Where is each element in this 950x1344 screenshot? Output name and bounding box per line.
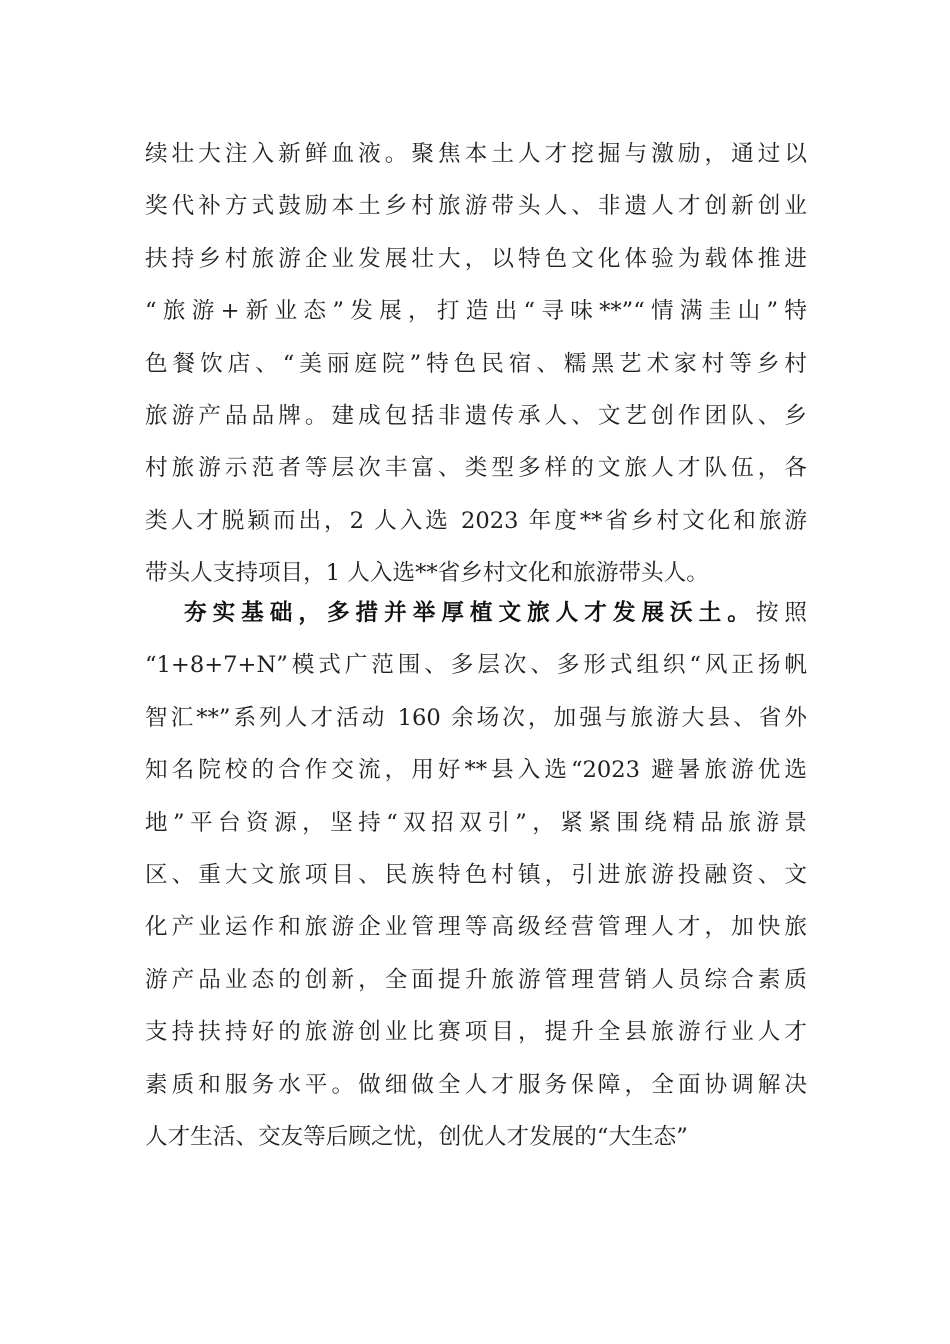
paragraph-foundation xyxy=(145,587,807,1163)
text-line: “旅游+新业态”发展，打造出“寻味**”“情满圭山”特 xyxy=(145,298,807,325)
text-line: 素质和服务水平。做细做全人才服务保障，全面协调解决 xyxy=(145,1071,807,1098)
paragraph-talent-cultivation xyxy=(145,128,807,600)
text-line: 化产业运作和旅游企业管理等高级经营管理人才，加快旅 xyxy=(145,914,807,941)
text-line: 色餐饮店、“美丽庭院”特色民宿、糯黑艺术家村等乡村 xyxy=(145,350,807,377)
text-line: 类人才脱颖而出，2 人入选 2023 年度**省乡村文化和旅游 xyxy=(145,507,807,534)
text-line: 扶持乡村旅游企业发展壮大，以特色文化体验为载体推进 xyxy=(145,245,807,272)
text-line: 村旅游示范者等层次丰富、类型多样的文旅人才队伍，各 xyxy=(145,455,807,482)
text-line: “1+8+7+N”模式广范围、多层次、多形式组织“风正扬帆 xyxy=(145,652,807,679)
paragraph-heading: 夯实基础，多措并举厚植文旅人才发展沃土。 xyxy=(184,600,756,626)
text-line: 地”平台资源，坚持“双招双引”，紧紧围绕精品旅游景 xyxy=(145,809,807,836)
text-line: 支持扶持好的旅游创业比赛项目，提升全县旅游行业人才 xyxy=(145,1019,807,1046)
text-line: 智汇**”系列人才活动 160 余场次，加强与旅游大县、省外 xyxy=(145,704,807,731)
text-line: 旅游产品品牌。建成包括非遗传承人、文艺创作团队、乡 xyxy=(145,402,807,429)
heading-continuation: 按照 xyxy=(755,600,808,626)
text-line: 带头人支持项目，1 人入选**省乡村文化和旅游带头人。 xyxy=(145,560,709,587)
text-line: 奖代补方式鼓励本土乡村旅游带头人、非遗人才创新创业 xyxy=(145,193,807,220)
text-line: 续壮大注入新鲜血液。聚焦本土人才挖掘与激励，通过以 xyxy=(145,141,807,167)
text-line: 人才生活、交友等后顾之忧，创优人才发展的“大生态” xyxy=(145,1123,688,1150)
text-line-first xyxy=(145,587,807,639)
text-line: 区、重大文旅项目、民族特色村镇，引进旅游投融资、文 xyxy=(145,861,807,888)
text-line: 知名院校的合作交流，用好**县入选“2023 避暑旅游优选 xyxy=(145,757,807,784)
text-line: 游产品业态的创新，全面提升旅游管理营销人员综合素质 xyxy=(145,966,807,993)
